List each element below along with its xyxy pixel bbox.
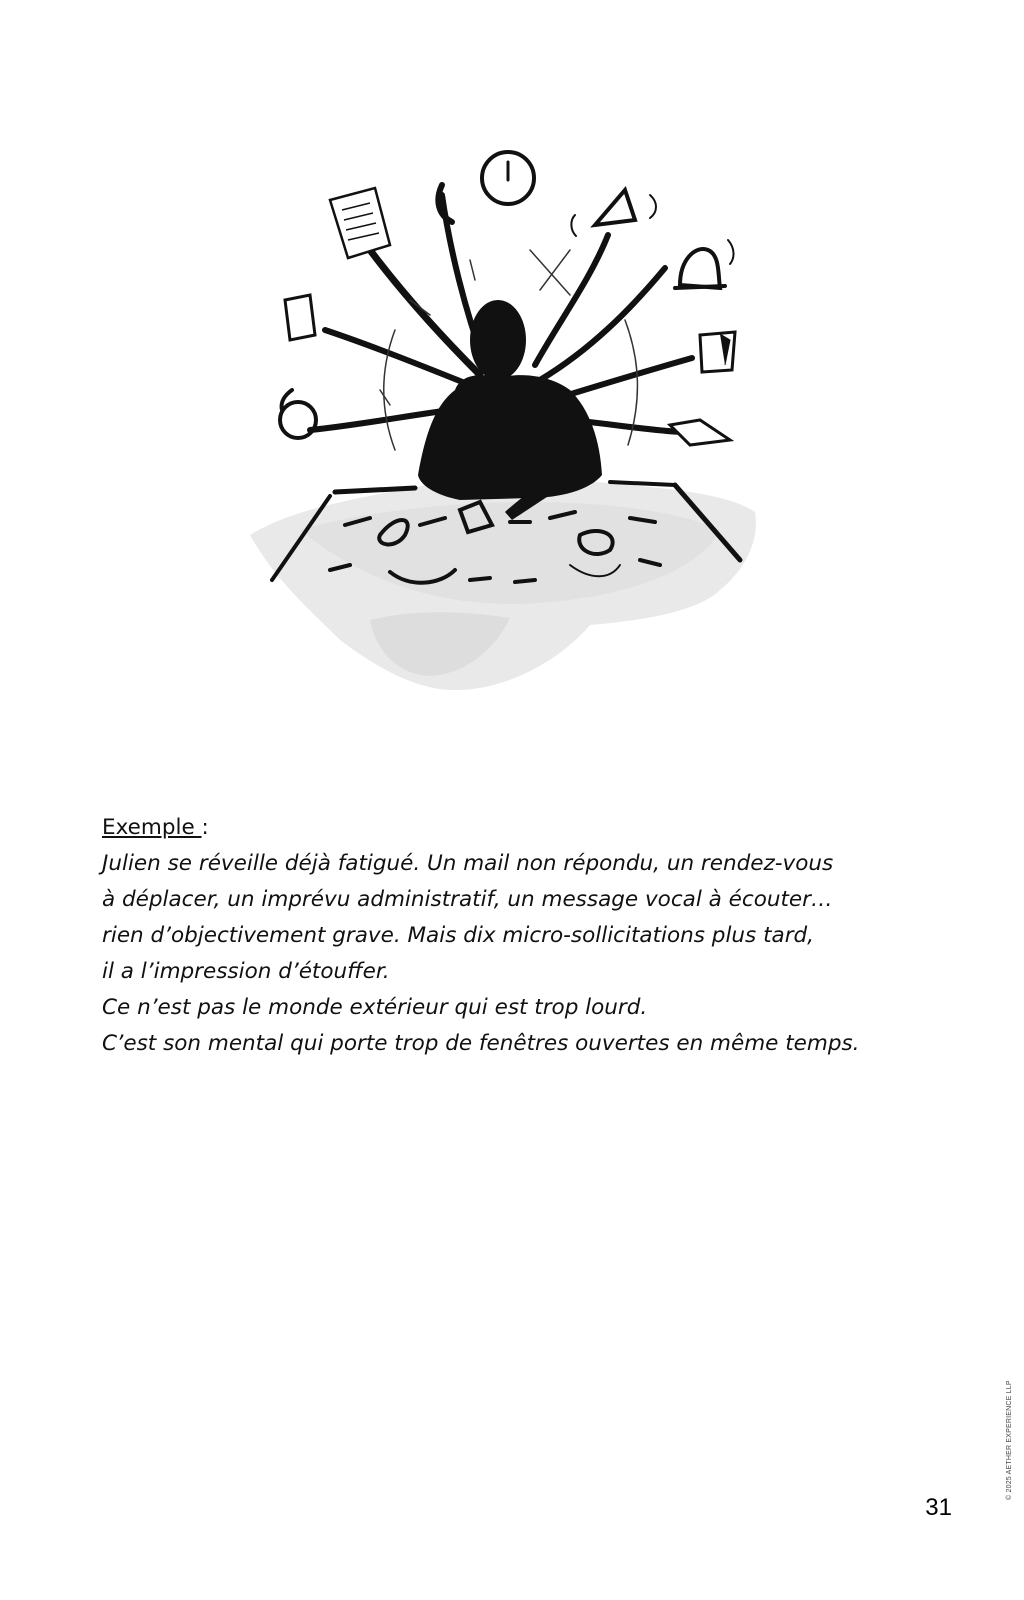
example-line: Ce n’est pas le monde extérieur qui est trop lourd. — [102, 995, 648, 1020]
megaphone-icon — [571, 190, 656, 236]
example-heading-label: Exemple — [102, 815, 202, 840]
copyright-notice: © 2025 AETHER EXPERIENCE LLP — [1006, 1380, 1013, 1500]
paper-icon — [670, 420, 730, 445]
example-line: à déplacer, un imprévu administratif, un message vocal à écouter… — [102, 887, 833, 912]
example-line: rien d’objectivement grave. Mais dix micro-sollicitations plus tard, — [102, 923, 815, 948]
example-heading-colon: : — [201, 815, 209, 840]
page-number: 31 — [925, 1494, 952, 1521]
ink-illustration — [230, 140, 770, 720]
example-line: Julien se réveille déjà fatigué. Un mail non répondu, un rendez-vous — [102, 851, 834, 876]
example-line: C’est son mental qui porte trop de fenêtres ouvertes en même temps. — [102, 1031, 860, 1056]
example-heading — [102, 810, 962, 846]
watercolor-wash — [250, 479, 756, 690]
document-icon — [330, 188, 390, 258]
note-icon — [700, 332, 735, 372]
paper-left-icon — [285, 295, 315, 340]
example-block — [102, 810, 962, 1062]
stopwatch-icon — [280, 390, 316, 438]
figure-silhouette — [418, 300, 602, 520]
bell-icon — [675, 240, 734, 288]
example-line: il a l’impression d’étouffer. — [102, 959, 390, 984]
clock-icon — [482, 152, 534, 204]
